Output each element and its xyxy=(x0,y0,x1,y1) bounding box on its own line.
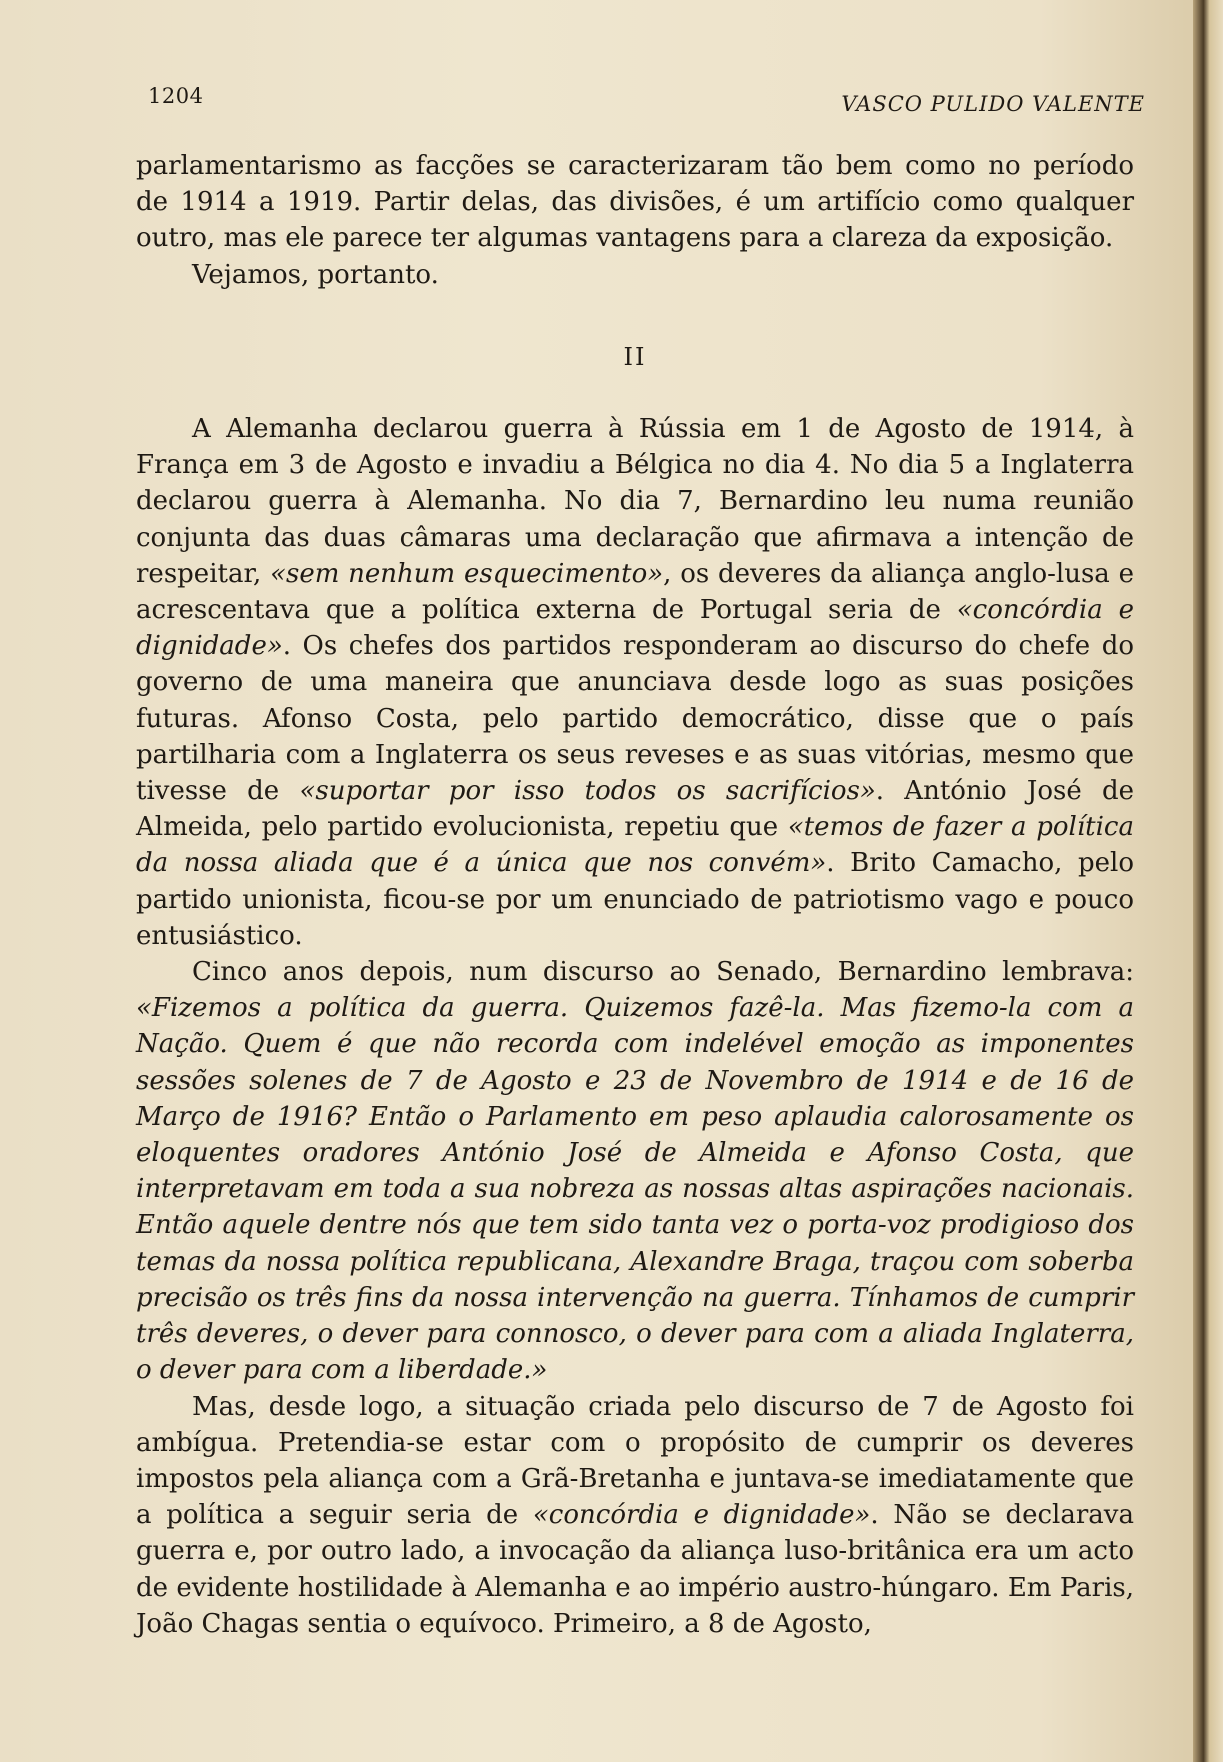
paragraph-3 xyxy=(136,411,1134,954)
body-text xyxy=(136,148,1134,1642)
paragraph-3-quote-1: «sem nenhum esquecimento» xyxy=(270,558,664,589)
paragraph-3-text-3: . Os chefes dos partidos responderam ao discurso do chefe do governo de uma maneira que anunciava desde logo as suas posições futuras. Afonso Costa, pelo partido democrático, disse que o país partilharia com a Inglaterra os seus reveses e as suas vitórias, mesmo que tivesse de xyxy=(136,631,1134,807)
paragraph-4-text-1: Cinco anos depois, num discurso ao Senado, Bernardino lembrava: xyxy=(192,957,1134,988)
paragraph-5-quote-1: «concórdia e dignidade» xyxy=(532,1500,871,1531)
paragraph-3-quote-3: «suportar por isso todos os sacrifícios» xyxy=(299,776,876,807)
paragraph-5-text-1: Mas, desde logo, a situação criada pelo discurso de 7 de Agosto foi ambígua. Pretendia-se estar com o propósito de cumprir os deveres impostos pela aliança com a Grã-Bretanha e juntava-se imediatamente que a política a seguir seria de xyxy=(136,1391,1134,1531)
paragraph-3-text-2: , os deveres da aliança anglo-lusa e acrescentava que a política externa de Portugal seria de xyxy=(136,558,1134,626)
paragraph-3-text-5: . Brito Camacho, pelo partido unionista, ficou-se por um enunciado de patriotismo vago e pouco entusiástico. xyxy=(136,848,1134,951)
paragraph-5-text-2: . Não se declarava guerra e, por outro lado, a invocação da aliança luso-britânica era um acto de evidente hostilidade à Alemanha e ao império austro-húngaro. Em Paris, João Chagas sentia o equívoco. Primeiro, a 8 de Agosto, xyxy=(136,1500,1134,1639)
paragraph-4-quote-1: «Fizemos a política da guerra. Quizemos fazê-la. Mas fizemo-la com a Nação. Quem é que não recorda com indelével emoção as imponentes sessões solenes de 7 de Agosto e 23 de Novembro de 1914 e de 16 de Março de 1916? Então o Parlamento em peso aplaudia calorosamente os eloquentes oradores António José de Almeida e Afonso Costa, que interpretavam em toda a sua nobreza as nossas altas aspirações nacionais. Então aquele dentre nós que tem sido tanta vez o porta-voz prodigioso dos temas da nossa política republicana, Alexandre Braga, traçou com soberba precisão os três fins da nossa intervenção na guerra. Tínhamos de cumprir três deveres, o dever para connosco, o dever para com a aliada Inglaterra, o dever para com a liberdade.» xyxy=(136,993,1134,1386)
book-spine-shadow xyxy=(1193,0,1223,1762)
paragraph-3-quote-2: «concórdia e dignidade» xyxy=(136,595,1134,662)
section-heading: II xyxy=(623,342,647,371)
paragraph-3-text-4: . António José de Almeida, pelo partido evolucionista, repetiu que xyxy=(136,776,1134,843)
paragraph-3-text-1: A Alemanha declarou guerra à Rússia em 1 de Agosto de 1914, à França em 3 de Agosto e invadiu a Bélgica no dia 4. No dia 5 a Inglaterra declarou guerra à Alemanha. No dia 7, Bernardino leu numa reunião conjunta das duas câmaras uma declaração que afirmava a intenção de respeitar, xyxy=(136,414,1134,589)
paragraph-1: parlamentarismo as facções se caracterizaram tão bem como no período de 1914 a 1919. Partir delas, das divisões, é um artifício como qualquer outro, mas ele parece ter algumas vantagens para a clareza da exposição. xyxy=(136,151,1134,254)
paragraph-5 xyxy=(136,1389,1134,1642)
paragraph-3-quote-4: «temos de fazer a política da nossa aliada que é a única que nos convém» xyxy=(136,812,1134,879)
running-head xyxy=(148,78,1145,118)
paragraph-4 xyxy=(136,954,1134,1388)
page-number: 1204 xyxy=(148,84,204,108)
paragraph-2: Vejamos, portanto. xyxy=(192,259,439,290)
running-head-author: VASCO PULIDO VALENTE xyxy=(841,92,1145,116)
